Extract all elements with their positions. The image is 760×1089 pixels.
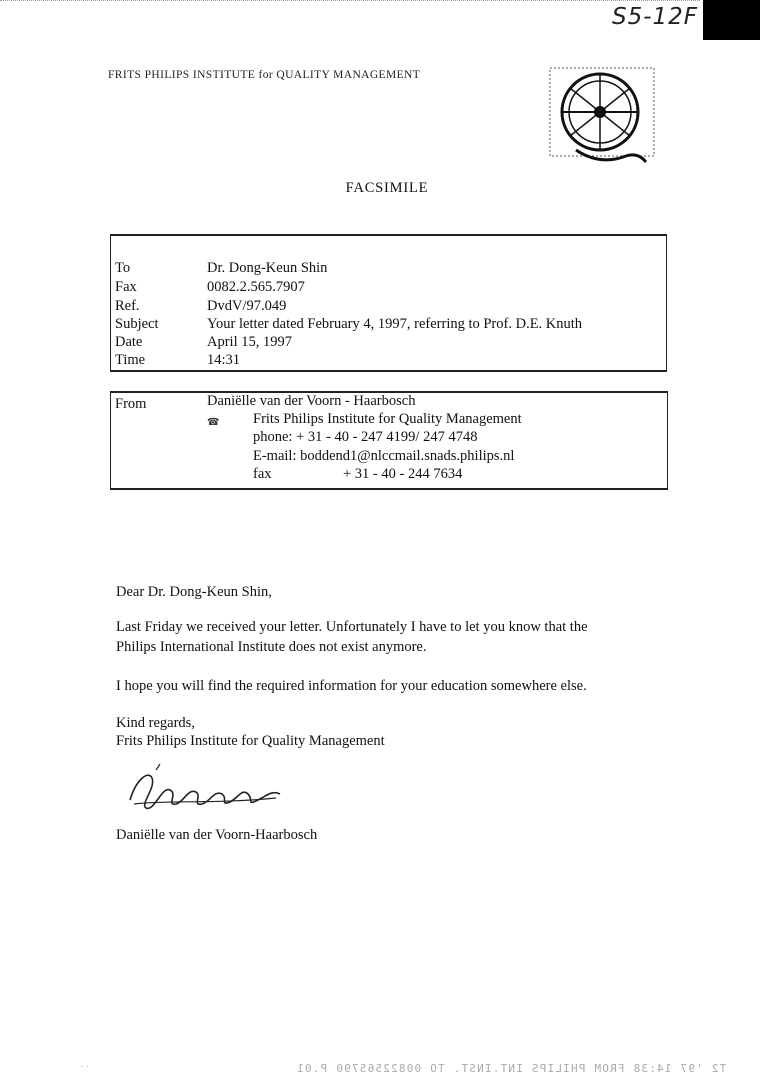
ref-value: DvdV/97.049 bbox=[207, 298, 287, 314]
fax-value: 0082.2.565.7907 bbox=[207, 279, 305, 295]
institute-header: FRITS PHILIPS INSTITUTE for QUALITY MANAGEMENT bbox=[108, 69, 421, 81]
paragraph-1 bbox=[116, 617, 676, 657]
page-margin-marks: · · bbox=[80, 1062, 90, 1073]
sender-box bbox=[110, 391, 668, 490]
date-label: Date bbox=[115, 334, 143, 350]
handwritten-note: S5-12F bbox=[612, 4, 699, 30]
ref-label: Ref. bbox=[115, 298, 140, 314]
date-value: April 15, 1997 bbox=[207, 334, 292, 350]
institute-logo bbox=[546, 66, 658, 170]
document-title: FACSIMILE bbox=[345, 180, 429, 196]
sender-email: E-mail: boddend1@nlccmail.snads.philips.nl bbox=[253, 448, 515, 464]
subject-label: Subject bbox=[115, 316, 159, 332]
to-value: Dr. Dong-Keun Shin bbox=[207, 260, 328, 276]
sender-organisation: Frits Philips Institute for Quality Management bbox=[253, 411, 522, 427]
scan-corner-mark bbox=[703, 0, 760, 40]
paragraph-2: I hope you will find the required information for your education somewhere else. bbox=[116, 678, 587, 694]
scan-top-edge bbox=[0, 0, 700, 1]
signatory-name: Daniëlle van der Voorn-Haarbosch bbox=[116, 827, 318, 843]
time-label: Time bbox=[115, 352, 146, 368]
sender-fax-label: fax bbox=[253, 466, 272, 482]
paragraph-1-line-1: Last Friday we received your letter. Unfortunately I have to let you know that the bbox=[116, 619, 588, 635]
handwritten-signature bbox=[126, 760, 286, 816]
time-value: 14:31 bbox=[207, 352, 241, 368]
from-label: From bbox=[115, 396, 147, 412]
sender-fax-value: + 31 - 40 - 244 7634 bbox=[343, 466, 463, 482]
telephone-icon: ☎ bbox=[207, 417, 220, 428]
closing-organisation: Frits Philips Institute for Quality Management bbox=[116, 733, 385, 749]
to-label: To bbox=[115, 260, 131, 276]
closing: Kind regards, bbox=[116, 715, 195, 731]
fax-transmission-header: T2 '97 14:38 FROM PHILIPS INT.INST. TO 00822565790 P.01 bbox=[296, 1062, 727, 1075]
subject-value: Your letter dated February 4, 1997, referring to Prof. D.E. Knuth bbox=[207, 316, 583, 332]
sender-name: Daniëlle van der Voorn - Haarbosch bbox=[207, 393, 416, 409]
paragraph-1-line-2: Philips International Institute does not exist anymore. bbox=[116, 639, 427, 655]
recipient-box bbox=[110, 234, 667, 372]
fax-label: Fax bbox=[115, 279, 137, 295]
salutation: Dear Dr. Dong-Keun Shin, bbox=[116, 584, 272, 600]
sender-phone: phone: + 31 - 40 - 247 4199/ 247 4748 bbox=[253, 429, 478, 445]
